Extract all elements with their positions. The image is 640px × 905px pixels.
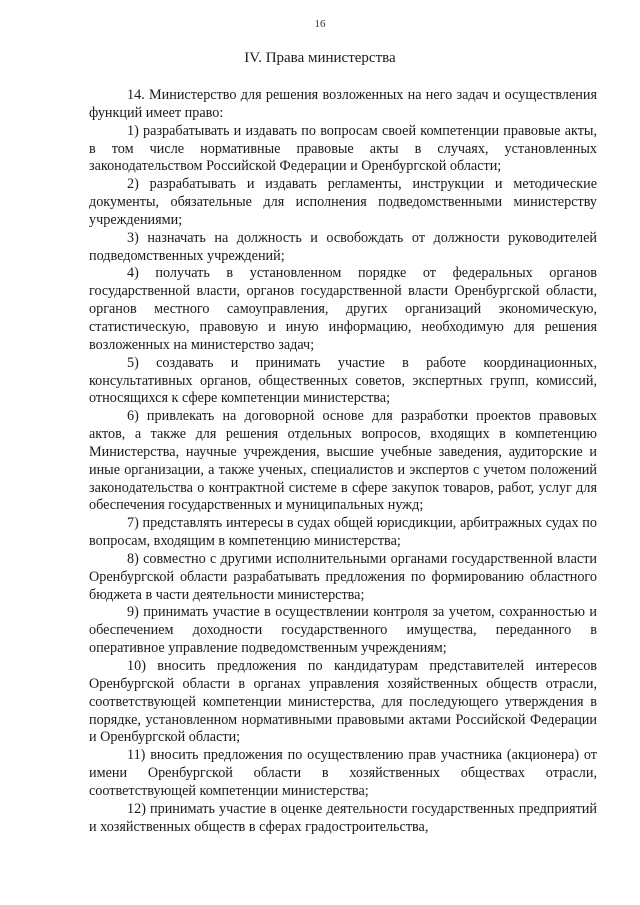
paragraph-item-2: 2) разрабатывать и издавать регламенты, инструкции и методические документы, обязательные для исполнения подведомственными министерству учреждениями; [89,176,597,228]
section-title: IV. Права министерства [244,50,396,66]
paragraph-item-10: 10) вносить предложения по кандидатурам представителей интересов Оренбургской области в органах управления хозяйственных обществ отрасли, соответствующей компетенции министерства, для последующего утверждения в порядке, установленном нормативными правовыми актами Российской Федерации и Оренбургской области; [89,658,597,746]
paragraph-item-8: 8) совместно с другими исполнительными органами государственной власти Оренбургской области разрабатывать предложения по формированию областного бюджета в части деятельности министерства; [89,550,597,603]
paragraph-14: 14. Министерство для решения возложенных на него задач и осуществления функций имеет право: [89,87,597,121]
page-number: 16 [314,18,326,30]
paragraph-item-7: 7) представлять интересы в судах общей юрисдикции, арбитражных судах по вопросам, входящим в компетенцию министерства; [89,515,597,550]
paragraph-item-6: 6) привлекать на договорной основе для разработки проектов правовых актов, а также для решения отдельных вопросов, входящих в компетенцию Министерства, научные учреждения, высшие учебные заведения, аудиторские и иные организации, а также ученых, специалистов и экспертов с учетом положений законодательства о контрактной системе в сфере закупок товаров, работ, услуг для обеспечения государственных и муниципальных нужд; [89,408,597,514]
document-body [89,87,597,836]
paragraph-item-4: 4) получать в установленном порядке от федеральных органов государственной власти, органов государственной власти Оренбургской области, органов местного самоуправления, других организаций экономическую, статистическую, правовую и иную информацию, необходимую для решения возложенных на министерство задач; [89,265,597,353]
paragraph-item-9: 9) принимать участие в осуществлении контроля за учетом, сохранностью и обеспечением доходности государственного имущества, переданного в оперативное управление подведомственным учреждениям; [89,604,597,657]
paragraph-item-1: 1) разрабатывать и издавать по вопросам своей компетенции правовые акты, в том числе нормативные правовые акты в случаях, установленных законодательством Российской Федерации и Оренбургской области; [89,122,597,175]
paragraph-item-5: 5) создавать и принимать участие в работе координационных, консультативных органов, общественных советов, экспертных групп, комиссий, относящихся к сфере компетенции министерства; [89,354,597,407]
paragraph-item-3: 3) назначать на должность и освобождать от должности руководителей подведомственных учреждений; [89,229,597,264]
paragraph-item-11: 11) вносить предложения по осуществлению прав участника (акционера) от имени Оренбургской области в хозяйственных обществах отрасли, соответствующей компетенции министерства; [89,747,597,799]
paragraph-item-12: 12) принимать участие в оценке деятельности государственных предприятий и хозяйственных обществ в сферах градостроительства, [89,800,597,835]
